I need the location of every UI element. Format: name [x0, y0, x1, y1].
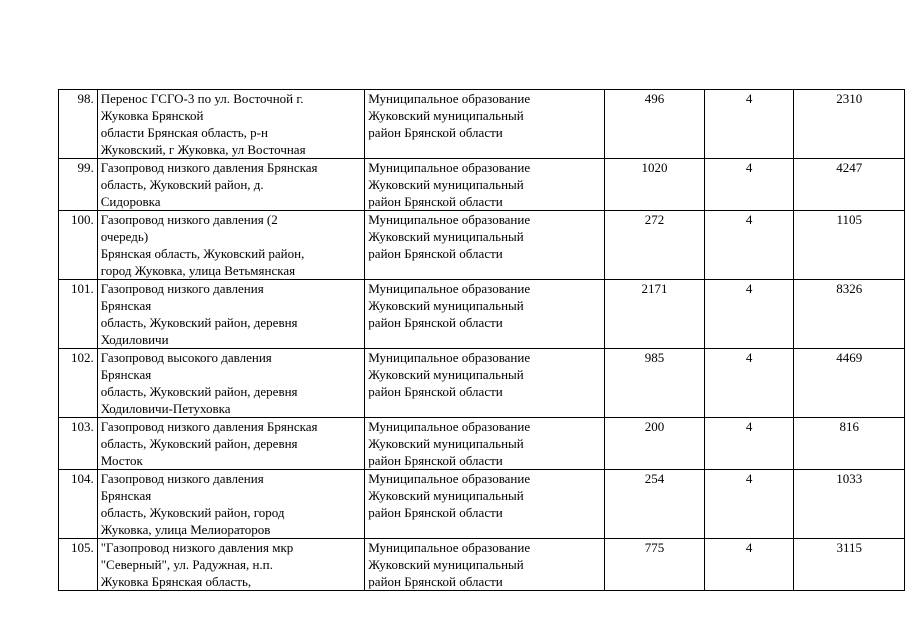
value-3-cell: 4247 — [794, 159, 905, 211]
owner-line: район Брянской области — [368, 246, 503, 261]
owner-line: Жуковский муниципальный — [368, 298, 524, 313]
object-name-line: область, Жуковский район, деревня — [100, 315, 298, 330]
object-name-line: Брянская — [100, 488, 152, 503]
owner-line: Жуковский муниципальный — [368, 488, 524, 503]
object-name-cell — [97, 90, 365, 159]
owner-line: район Брянской области — [368, 315, 503, 330]
owner-cell — [365, 280, 605, 349]
object-name-line: Газопровод низкого давления (2 — [100, 212, 278, 227]
object-name-cell — [97, 470, 365, 539]
table-row — [59, 349, 905, 418]
object-name-cell — [97, 418, 365, 470]
owner-line: Муниципальное образование — [368, 350, 531, 365]
value-2-cell: 4 — [704, 159, 794, 211]
object-name-line: Ходиловичи-Петуховка — [100, 401, 231, 416]
owner-cell — [365, 539, 605, 591]
object-name-cell — [97, 539, 365, 591]
owner-line: район Брянской области — [368, 194, 503, 209]
row-number-cell: 102. — [59, 349, 98, 418]
object-name-line: Газопровод низкого давления — [100, 281, 264, 296]
value-2-cell: 4 — [704, 280, 794, 349]
owner-cell — [365, 159, 605, 211]
object-name-line: Газопровод низкого давления Брянская — [100, 160, 318, 175]
value-2-cell: 4 — [704, 211, 794, 280]
owner-line: Муниципальное образование — [368, 160, 531, 175]
value-2-cell: 4 — [704, 349, 794, 418]
object-name-line: город Жуковка, улица Ветьмянская — [100, 263, 296, 278]
value-2-cell: 4 — [704, 90, 794, 159]
value-3-cell: 3115 — [794, 539, 905, 591]
owner-line: Муниципальное образование — [368, 540, 531, 555]
row-number-cell: 99. — [59, 159, 98, 211]
value-3-cell: 8326 — [794, 280, 905, 349]
owner-line: район Брянской области — [368, 505, 503, 520]
owner-cell — [365, 418, 605, 470]
value-3-cell: 2310 — [794, 90, 905, 159]
value-1-cell: 496 — [605, 90, 705, 159]
table-row — [59, 90, 905, 159]
object-name-line: область, Жуковский район, город — [100, 505, 285, 520]
table-row — [59, 211, 905, 280]
object-name-cell — [97, 159, 365, 211]
owner-line: Жуковский муниципальный — [368, 229, 524, 244]
value-1-cell: 1020 — [605, 159, 705, 211]
owner-line: Муниципальное образование — [368, 281, 531, 296]
table-row — [59, 470, 905, 539]
row-number-cell: 103. — [59, 418, 98, 470]
object-name-cell — [97, 280, 365, 349]
owner-cell — [365, 211, 605, 280]
value-1-cell: 985 — [605, 349, 705, 418]
value-1-cell: 775 — [605, 539, 705, 591]
value-3-cell: 816 — [794, 418, 905, 470]
owner-line: Муниципальное образование — [368, 91, 531, 106]
object-name-line: область, Жуковский район, деревня — [100, 436, 298, 451]
value-2-cell: 4 — [704, 418, 794, 470]
owner-line: район Брянской области — [368, 453, 503, 468]
object-name-line: Сидоровка — [100, 194, 161, 209]
owner-line: район Брянской области — [368, 125, 503, 140]
owner-cell — [365, 349, 605, 418]
table-body — [59, 90, 905, 591]
owner-cell — [365, 90, 605, 159]
owner-line: Муниципальное образование — [368, 212, 531, 227]
value-2-cell: 4 — [704, 470, 794, 539]
row-number-cell: 101. — [59, 280, 98, 349]
value-3-cell: 1105 — [794, 211, 905, 280]
object-name-line: Мосток — [100, 453, 143, 468]
object-name-line: Жуковский, г Жуковка, ул Восточная — [100, 142, 306, 157]
value-1-cell: 2171 — [605, 280, 705, 349]
owner-line: Жуковский муниципальный — [368, 557, 524, 572]
owner-line: Жуковский муниципальный — [368, 436, 524, 451]
object-name-line: "Северный", ул. Радужная, н.п. — [100, 557, 273, 572]
object-name-line: области Брянская область, р-н — [100, 125, 268, 140]
object-name-line: область, Жуковский район, д. — [100, 177, 264, 192]
owner-line: Жуковский муниципальный — [368, 108, 524, 123]
object-name-line: Брянская область, Жуковский район, — [100, 246, 305, 261]
owner-line: район Брянской области — [368, 384, 503, 399]
owner-line: Жуковский муниципальный — [368, 367, 524, 382]
document-table — [58, 89, 905, 591]
owner-line: Муниципальное образование — [368, 419, 531, 434]
object-name-line: Ходиловичи — [100, 332, 169, 347]
object-name-line: Газопровод высокого давления — [100, 350, 272, 365]
row-number-cell: 98. — [59, 90, 98, 159]
object-name-line: Брянская — [100, 367, 152, 382]
object-name-line: Газопровод низкого давления Брянская — [100, 419, 318, 434]
object-name-line: Брянская — [100, 298, 152, 313]
value-3-cell: 4469 — [794, 349, 905, 418]
owner-line: Жуковский муниципальный — [368, 177, 524, 192]
row-number-cell: 105. — [59, 539, 98, 591]
value-3-cell: 1033 — [794, 470, 905, 539]
object-name-line: Жуковка, улица Мелиораторов — [100, 522, 271, 537]
object-name-line: Жуковка Брянской — [100, 108, 204, 123]
row-number-cell: 100. — [59, 211, 98, 280]
owner-line: Муниципальное образование — [368, 471, 531, 486]
row-number-cell: 104. — [59, 470, 98, 539]
owner-cell — [365, 470, 605, 539]
table-row — [59, 159, 905, 211]
object-name-line: "Газопровод низкого давления мкр — [100, 540, 294, 555]
table-row — [59, 418, 905, 470]
object-name-line: очередь) — [100, 229, 149, 244]
object-name-line: Жуковка Брянская область, — [100, 574, 252, 589]
value-1-cell: 254 — [605, 470, 705, 539]
value-1-cell: 272 — [605, 211, 705, 280]
table-row — [59, 280, 905, 349]
object-name-cell — [97, 349, 365, 418]
object-name-line: область, Жуковский район, деревня — [100, 384, 298, 399]
table-row — [59, 539, 905, 591]
object-name-line: Перенос ГСГО-3 по ул. Восточной г. — [100, 91, 304, 106]
object-name-line: Газопровод низкого давления — [100, 471, 264, 486]
value-1-cell: 200 — [605, 418, 705, 470]
value-2-cell: 4 — [704, 539, 794, 591]
owner-line: район Брянской области — [368, 574, 503, 589]
object-name-cell — [97, 211, 365, 280]
